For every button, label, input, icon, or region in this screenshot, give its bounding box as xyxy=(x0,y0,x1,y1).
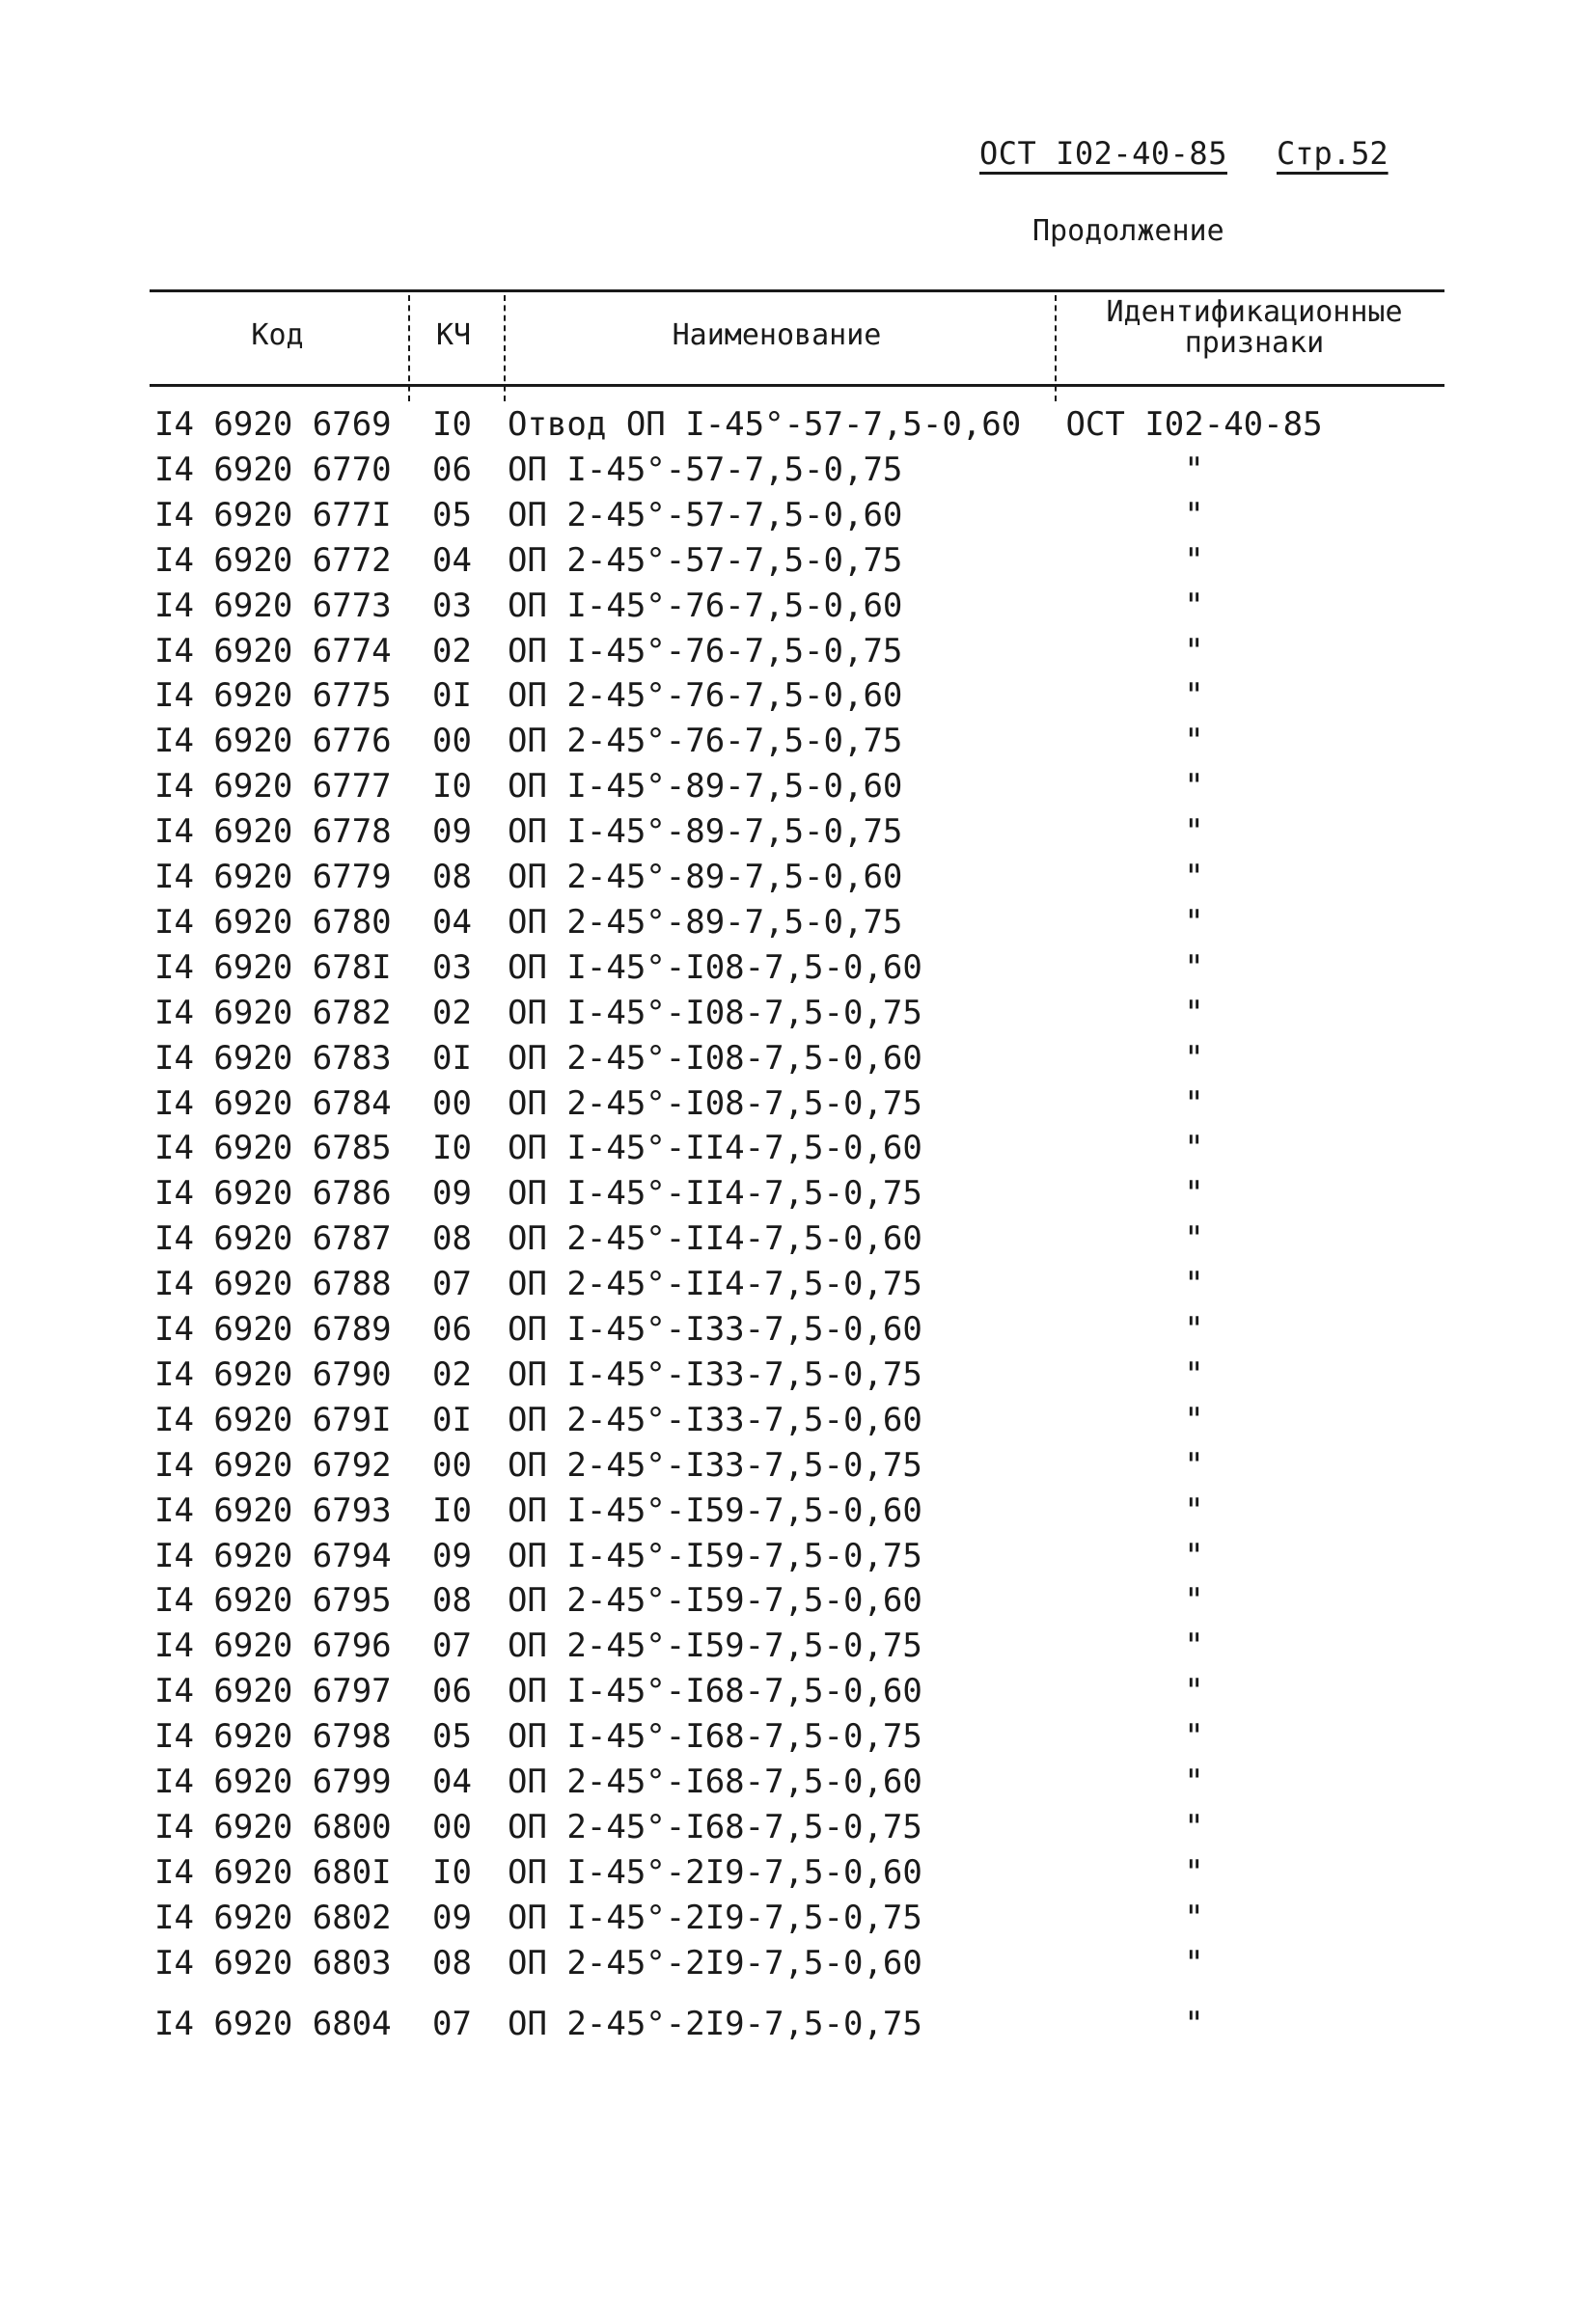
cell-kch: 07 xyxy=(432,1265,472,1304)
cell-code: I4 6920 6787 xyxy=(154,1219,392,1259)
column-separator xyxy=(504,295,506,401)
table-row xyxy=(0,2005,1595,2049)
cell-ident: " xyxy=(1184,1265,1204,1304)
cell-name: ОП 2-45°-I59-7,5-0,60 xyxy=(508,1581,922,1621)
cell-kch: 08 xyxy=(432,1581,472,1621)
cell-ident: " xyxy=(1184,1490,1204,1530)
table-row xyxy=(0,1219,1595,1264)
cell-name: ОП I-45°-89-7,5-0,75 xyxy=(508,812,903,852)
table-row xyxy=(0,1627,1595,1671)
table-row xyxy=(0,767,1595,811)
cell-ident: " xyxy=(1184,495,1204,534)
cell-name: ОП 2-45°-89-7,5-0,75 xyxy=(508,902,903,942)
cell-kch: 07 xyxy=(432,1627,472,1666)
cell-code: I4 6920 6788 xyxy=(154,1265,392,1304)
cell-ident: " xyxy=(1184,722,1204,761)
cell-name: ОП I-45°-I68-7,5-0,75 xyxy=(508,1717,922,1757)
table-row xyxy=(0,1537,1595,1581)
cell-kch: 04 xyxy=(432,1763,472,1801)
cell-ident: " xyxy=(1184,767,1204,807)
cell-name: ОП 2-45°-I08-7,5-0,60 xyxy=(508,1038,922,1078)
cell-name: ОП 2-45°-I59-7,5-0,75 xyxy=(508,1627,922,1666)
table-row xyxy=(0,994,1595,1038)
cell-code: I4 6920 6782 xyxy=(154,993,392,1032)
table-row xyxy=(0,858,1595,902)
cell-code: I4 6920 6790 xyxy=(154,1354,392,1394)
cell-name: ОП I-45°-76-7,5-0,75 xyxy=(508,631,903,670)
table-row xyxy=(0,1355,1595,1400)
cell-ident: " xyxy=(1184,450,1204,489)
table-row xyxy=(0,1491,1595,1536)
cell-code: I4 6920 679I xyxy=(154,1400,392,1439)
cell-ident: " xyxy=(1184,1445,1204,1485)
cell-kch: 07 xyxy=(432,2004,472,2043)
column-header-kch: КЧ xyxy=(435,318,472,352)
table-row xyxy=(0,1899,1595,1943)
cell-name: ОП I-45°-2I9-7,5-0,75 xyxy=(508,1898,922,1937)
table-row xyxy=(0,496,1595,540)
table-row xyxy=(0,1129,1595,1173)
cell-code: I4 6920 6773 xyxy=(154,586,392,625)
cell-code: I4 6920 6803 xyxy=(154,1943,392,1982)
cell-ident: " xyxy=(1184,1083,1204,1123)
cell-ident: " xyxy=(1184,1763,1204,1801)
cell-ident: " xyxy=(1184,2004,1204,2043)
cell-code: I4 6920 6800 xyxy=(154,1807,392,1846)
cell-kch: 05 xyxy=(432,1717,472,1757)
continuation-label: Продолжение xyxy=(1032,214,1224,248)
cell-name: ОП 2-45°-II4-7,5-0,60 xyxy=(508,1219,922,1259)
cell-name: ОП 2-45°-I68-7,5-0,60 xyxy=(508,1763,922,1801)
cell-code: I4 6920 6778 xyxy=(154,812,392,852)
cell-kch: 03 xyxy=(432,586,472,625)
cell-code: I4 6920 6794 xyxy=(154,1536,392,1575)
cell-name: ОП 2-45°-2I9-7,5-0,75 xyxy=(508,2004,922,2043)
cell-name: ОП I-45°-II4-7,5-0,75 xyxy=(508,1174,922,1214)
cell-kch: 09 xyxy=(432,812,472,852)
cell-name: ОП I-45°-2I9-7,5-0,60 xyxy=(508,1852,922,1892)
cell-code: I4 6920 6799 xyxy=(154,1763,392,1801)
table-row xyxy=(0,405,1595,450)
cell-code: I4 6920 6804 xyxy=(154,2004,392,2043)
cell-name: ОП I-45°-I08-7,5-0,60 xyxy=(508,947,922,987)
cell-name: ОП 2-45°-76-7,5-0,60 xyxy=(508,676,903,716)
cell-code: I4 6920 6795 xyxy=(154,1581,392,1621)
table-row xyxy=(0,676,1595,721)
cell-ident: " xyxy=(1184,1038,1204,1078)
cell-kch: 02 xyxy=(432,631,472,670)
cell-ident: " xyxy=(1184,858,1204,896)
cell-kch: I0 xyxy=(432,767,472,807)
column-header-code: Код xyxy=(251,318,304,352)
table-row xyxy=(0,1310,1595,1354)
cell-code: I4 6920 6798 xyxy=(154,1717,392,1757)
cell-code: I4 6920 6792 xyxy=(154,1445,392,1485)
cell-ident: " xyxy=(1184,902,1204,942)
cell-name: ОП I-45°-57-7,5-0,75 xyxy=(508,450,903,489)
table-row xyxy=(0,1717,1595,1762)
cell-name: ОП 2-45°-II4-7,5-0,75 xyxy=(508,1265,922,1304)
cell-ident: " xyxy=(1184,947,1204,987)
table-row xyxy=(0,1672,1595,1716)
cell-name: ОП 2-45°-89-7,5-0,60 xyxy=(508,858,903,896)
cell-kch: 06 xyxy=(432,1672,472,1711)
cell-kch: 09 xyxy=(432,1536,472,1575)
cell-code: I4 6920 6775 xyxy=(154,676,392,716)
cell-kch: 05 xyxy=(432,495,472,534)
cell-code: I4 6920 6769 xyxy=(154,405,392,444)
cell-kch: I0 xyxy=(432,1129,472,1168)
cell-ident: " xyxy=(1184,812,1204,852)
column-header-name: Наименование xyxy=(672,318,882,352)
cell-ident: " xyxy=(1184,1672,1204,1711)
cell-code: I4 6920 6774 xyxy=(154,631,392,670)
table-row xyxy=(0,1401,1595,1445)
cell-kch: 09 xyxy=(432,1174,472,1214)
table-row xyxy=(0,1039,1595,1083)
cell-kch: I0 xyxy=(432,1490,472,1530)
cell-kch: 08 xyxy=(432,1219,472,1259)
cell-kch: 04 xyxy=(432,540,472,580)
table-row xyxy=(0,632,1595,676)
cell-name: ОП I-45°-I08-7,5-0,75 xyxy=(508,993,922,1032)
table-row xyxy=(0,541,1595,586)
cell-ident: " xyxy=(1184,1581,1204,1621)
cell-name: ОП I-45°-89-7,5-0,60 xyxy=(508,767,903,807)
cell-ident: ОСТ I02-40-85 xyxy=(1065,405,1323,444)
cell-name: ОП I-45°-I59-7,5-0,75 xyxy=(508,1536,922,1575)
table-row xyxy=(0,722,1595,766)
cell-kch: 06 xyxy=(432,1310,472,1349)
cell-name: ОП I-45°-76-7,5-0,60 xyxy=(508,586,903,625)
table-row xyxy=(0,451,1595,495)
cell-kch: 0I xyxy=(432,676,472,716)
cell-ident: " xyxy=(1184,586,1204,625)
table-row xyxy=(0,903,1595,947)
cell-code: I4 6920 678I xyxy=(154,947,392,987)
cell-ident: " xyxy=(1184,1627,1204,1666)
table-row xyxy=(0,587,1595,631)
cell-kch: I0 xyxy=(432,405,472,444)
cell-code: I4 6920 6770 xyxy=(154,450,392,489)
cell-name: ОП I-45°-I68-7,5-0,60 xyxy=(508,1672,922,1711)
cell-code: I4 6920 6802 xyxy=(154,1898,392,1937)
cell-kch: 0I xyxy=(432,1038,472,1078)
table-row xyxy=(0,1763,1595,1807)
table-row xyxy=(0,812,1595,857)
table-row xyxy=(0,1581,1595,1626)
cell-name: ОП 2-45°-I33-7,5-0,60 xyxy=(508,1400,922,1439)
cell-code: I4 6920 6780 xyxy=(154,902,392,942)
cell-name: ОП 2-45°-2I9-7,5-0,60 xyxy=(508,1943,922,1982)
cell-ident: " xyxy=(1184,1536,1204,1575)
cell-kch: 0I xyxy=(432,1400,472,1439)
cell-code: I4 6920 6772 xyxy=(154,540,392,580)
cell-code: I4 6920 6789 xyxy=(154,1310,392,1349)
cell-name: ОП 2-45°-57-7,5-0,60 xyxy=(508,495,903,534)
cell-kch: 08 xyxy=(432,1943,472,1982)
cell-ident: " xyxy=(1184,1400,1204,1439)
cell-ident: " xyxy=(1184,1219,1204,1259)
cell-kch: 06 xyxy=(432,450,472,489)
cell-name: ОП 2-45°-I68-7,5-0,75 xyxy=(508,1807,922,1846)
cell-name: ОП I-45°-I33-7,5-0,60 xyxy=(508,1310,922,1349)
cell-ident: " xyxy=(1184,1943,1204,1982)
table-header-rule xyxy=(150,384,1444,387)
table-top-rule xyxy=(150,289,1444,292)
cell-ident: " xyxy=(1184,993,1204,1032)
table-row xyxy=(0,948,1595,993)
cell-code: I4 6920 677I xyxy=(154,495,392,534)
cell-name: Отвод ОП I-45°-57-7,5-0,60 xyxy=(508,405,1022,444)
cell-name: ОП I-45°-II4-7,5-0,60 xyxy=(508,1129,922,1168)
cell-kch: 08 xyxy=(432,858,472,896)
cell-kch: 03 xyxy=(432,947,472,987)
table-row xyxy=(0,1944,1595,1988)
cell-code: I4 6920 6777 xyxy=(154,767,392,807)
cell-ident: " xyxy=(1184,540,1204,580)
column-header-ident xyxy=(1061,297,1447,359)
cell-ident: " xyxy=(1184,1898,1204,1937)
cell-kch: 04 xyxy=(432,902,472,942)
table-row xyxy=(0,1808,1595,1852)
cell-code: I4 6920 6796 xyxy=(154,1627,392,1666)
cell-code: I4 6920 6786 xyxy=(154,1174,392,1214)
cell-kch: 02 xyxy=(432,993,472,1032)
cell-kch: 09 xyxy=(432,1898,472,1937)
column-separator xyxy=(1055,295,1057,401)
cell-code: I4 6920 6783 xyxy=(154,1038,392,1078)
cell-name: ОП I-45°-I33-7,5-0,75 xyxy=(508,1354,922,1394)
cell-kch: 00 xyxy=(432,1083,472,1123)
standard-reference: ОСТ I02-40-85 xyxy=(979,135,1227,172)
table-row xyxy=(0,1174,1595,1218)
cell-name: ОП 2-45°-I33-7,5-0,75 xyxy=(508,1445,922,1485)
cell-ident: " xyxy=(1184,1310,1204,1349)
cell-ident: " xyxy=(1184,1174,1204,1214)
cell-kch: I0 xyxy=(432,1852,472,1892)
column-header-ident-line1: Идентификационные xyxy=(1106,295,1403,329)
cell-name: ОП 2-45°-I08-7,5-0,75 xyxy=(508,1083,922,1123)
page-number: Стр.52 xyxy=(1277,135,1389,172)
cell-ident: " xyxy=(1184,1807,1204,1846)
cell-name: ОП I-45°-I59-7,5-0,60 xyxy=(508,1490,922,1530)
cell-code: I4 6920 680I xyxy=(154,1852,392,1892)
table-row xyxy=(0,1446,1595,1490)
cell-code: I4 6920 6793 xyxy=(154,1490,392,1530)
cell-code: I4 6920 6776 xyxy=(154,722,392,761)
cell-ident: " xyxy=(1184,631,1204,670)
cell-name: ОП 2-45°-76-7,5-0,75 xyxy=(508,722,903,761)
cell-code: I4 6920 6785 xyxy=(154,1129,392,1168)
cell-ident: " xyxy=(1184,1852,1204,1892)
cell-code: I4 6920 6779 xyxy=(154,858,392,896)
cell-ident: " xyxy=(1184,1354,1204,1394)
cell-kch: 02 xyxy=(432,1354,472,1394)
cell-ident: " xyxy=(1184,1129,1204,1168)
table-row xyxy=(0,1084,1595,1129)
table-row xyxy=(0,1853,1595,1898)
cell-ident: " xyxy=(1184,676,1204,716)
cell-kch: 00 xyxy=(432,1807,472,1846)
cell-name: ОП 2-45°-57-7,5-0,75 xyxy=(508,540,903,580)
cell-ident: " xyxy=(1184,1717,1204,1757)
cell-kch: 00 xyxy=(432,1445,472,1485)
cell-kch: 00 xyxy=(432,722,472,761)
cell-code: I4 6920 6784 xyxy=(154,1083,392,1123)
table-row xyxy=(0,1265,1595,1309)
column-header-ident-line2: признаки xyxy=(1184,326,1325,360)
cell-code: I4 6920 6797 xyxy=(154,1672,392,1711)
